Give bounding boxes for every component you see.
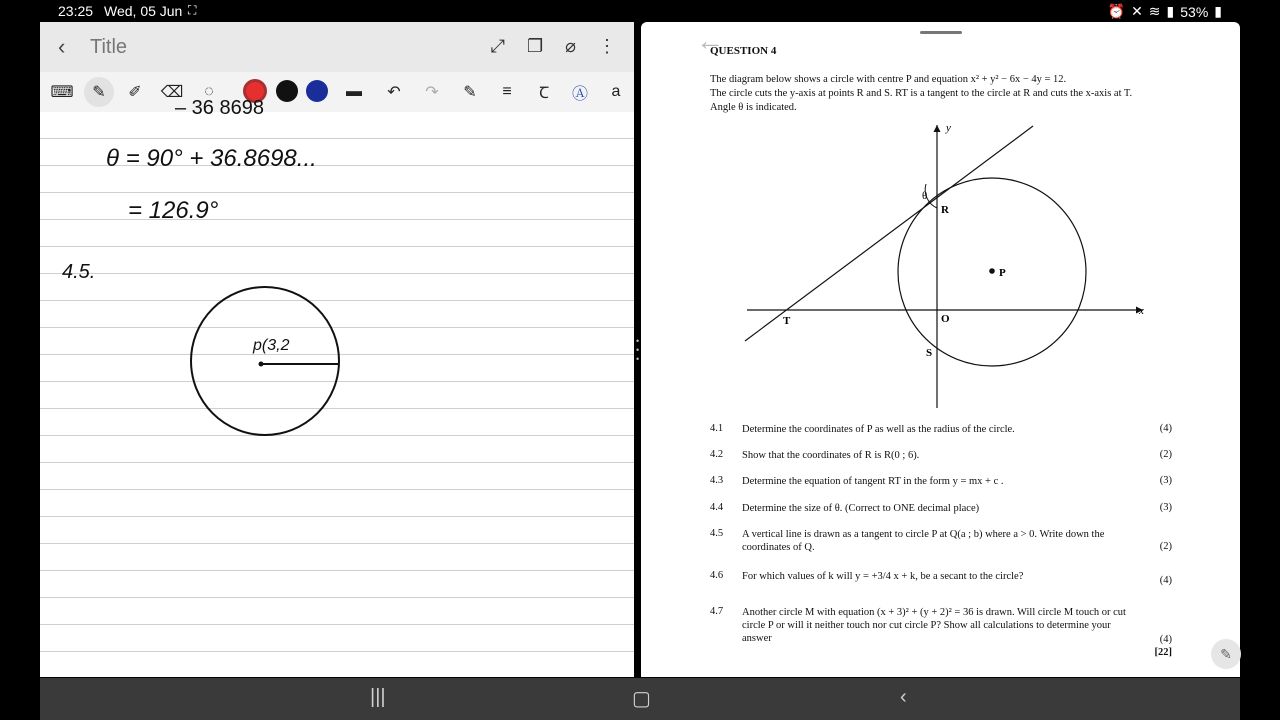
signal-icon: ▮ (1166, 3, 1175, 19)
handwriting-label-4-5: 4.5. (62, 261, 96, 283)
wifi-icon: ≋ (1148, 3, 1161, 19)
question-text: Determine the size of θ. (Correct to ONE decimal place) (742, 503, 980, 514)
point-T-label: T (783, 315, 791, 327)
question-mark: (3) (1159, 475, 1172, 486)
pen-toolbar (40, 72, 634, 113)
edit-pen-button[interactable]: ✎ (1211, 639, 1241, 669)
document-viewer-panel (641, 22, 1240, 677)
lasso-icon[interactable]: ◌ (204, 83, 214, 100)
eraser-icon[interactable]: ⌫ (160, 84, 184, 101)
question-number: 4.2 (710, 449, 724, 460)
question-number: 4.3 (710, 475, 724, 486)
question-total: [22] (1154, 647, 1172, 658)
note-title-bar (40, 22, 634, 72)
back-chevron-icon[interactable]: ‹ (58, 34, 66, 59)
question-mark: (4) (1159, 634, 1172, 645)
centre-point (989, 268, 995, 274)
battery-text: 53% (1180, 3, 1209, 20)
book-view-icon[interactable]: ❐ (527, 36, 544, 56)
stroke-width-icon[interactable]: ▬ (346, 83, 362, 100)
handwriting-line-2: = 126.9° (128, 197, 219, 224)
question-number: 4.6 (710, 570, 724, 581)
pen-settings-icon[interactable]: ✎ (463, 84, 477, 101)
note-app-panel (40, 22, 634, 677)
text-align-icon[interactable]: ≡ (502, 83, 512, 100)
question-intro-line-3: Angle θ is indicated. (710, 102, 797, 113)
question-number: 4.1 (710, 423, 724, 434)
pdf-page[interactable] (666, 22, 1215, 677)
point-O-label: O (941, 313, 950, 325)
status-right (1108, 3, 1222, 20)
highlighter-icon[interactable]: ✐ (128, 84, 142, 101)
screen-capture-icon: ⛶ (188, 3, 197, 17)
question-intro-line-1: The diagram below shows a circle with centre P and equation x² + y² − 6x − 4y = 12. (710, 74, 1067, 85)
handwriting-canvas (40, 97, 634, 677)
question-mark: (4) (1159, 423, 1172, 434)
question-text: Determine the equation of tangent RT in the form y = mx + c . (742, 476, 1004, 487)
x-axis-label: x (1139, 305, 1144, 317)
back-arrow-icon[interactable]: ← (696, 25, 724, 56)
navigation-bar (40, 678, 1240, 720)
status-bar (0, 0, 1280, 22)
format-text-icon[interactable]: a (611, 83, 621, 100)
question-mark: (2) (1159, 449, 1172, 460)
question-mark: (2) (1159, 541, 1172, 552)
pen-tool-icon[interactable]: ✎ (84, 77, 114, 107)
panel-drag-handle[interactable] (920, 31, 962, 34)
divider-handle[interactable]: • • • (636, 336, 640, 364)
point-R-label: R (941, 204, 949, 216)
black-color-swatch[interactable] (276, 80, 298, 102)
theta-label: θ (922, 190, 928, 202)
title-bar-icons (491, 36, 616, 57)
question-intro-line-2: The circle cuts the y-axis at points R and S. RT is a tangent to the circle at R and cuts the x-axis at T. (710, 88, 1133, 99)
blue-color-swatch[interactable] (306, 80, 328, 102)
drawn-centre-dot (259, 362, 264, 367)
handwriting-line-0: – 36 8698 (175, 97, 264, 119)
note-title[interactable]: Title (90, 36, 128, 58)
y-axis-label: y (946, 122, 951, 134)
status-time: 23:25 (58, 3, 94, 19)
question-text: Show that the coordinates of R is R(0 ; 6). (742, 450, 920, 461)
redo-icon[interactable]: ↷ (425, 84, 439, 101)
attach-icon[interactable]: ⌀ (565, 36, 576, 56)
note-page[interactable] (40, 97, 634, 677)
question-title: QUESTION 4 (710, 45, 777, 57)
battery-icon: ▮ (1214, 3, 1222, 19)
question-text: Determine the coordinates of P as well as the radius of the circle. (742, 424, 1015, 435)
point-S-label: S (926, 347, 933, 359)
handwriting-point-label: p(3,2 (253, 337, 290, 354)
tangent-line (745, 126, 1033, 341)
alarm-icon: ⏰ (1107, 3, 1126, 19)
circle-diagram (741, 122, 1161, 414)
nav-back-icon[interactable]: ‹ (900, 686, 907, 708)
keyboard-icon[interactable]: ⌨ (50, 84, 74, 101)
handwriting-line-1: θ = 90° + 36.8698... (106, 145, 317, 172)
status-date: Wed, 05 Jun (104, 3, 183, 19)
question-text: For which values of k will y = +3/4 x + k, be a secant to the circle? (742, 571, 1024, 582)
mute-icon: ✕ (1131, 3, 1143, 19)
undo-icon[interactable]: ↶ (387, 84, 401, 101)
drawn-circle (191, 287, 339, 435)
question-number: 4.7 (710, 606, 724, 617)
question-mark: (3) (1159, 502, 1172, 513)
question-mark: (4) (1159, 575, 1172, 586)
handwriting-to-text-icon[interactable]: Ꞇ (539, 85, 549, 102)
question-number: 4.4 (710, 502, 724, 513)
recent-apps-icon[interactable]: ||| (370, 686, 386, 708)
question-number: 4.5 (710, 528, 724, 539)
question-text: Another circle M with equation (x + 3)² + (y + 2)² = 36 is drawn. Will circle M touch or cut circle P or will it neither touch nor cut circle P? Show all calculations to determine your answer (742, 607, 1126, 644)
question-text: A vertical line is drawn as a tangent to circle P at Q(a ; b) where a > 0. Write down the coordinates of Q. (742, 529, 1105, 553)
home-icon[interactable]: ▢ (632, 688, 651, 710)
more-options-icon[interactable]: ⋮ (598, 36, 616, 56)
expand-icon[interactable]: ⤢ (490, 36, 506, 56)
shape-text-icon[interactable]: Ⓐ (571, 85, 588, 103)
point-P-label: P (999, 267, 1006, 279)
